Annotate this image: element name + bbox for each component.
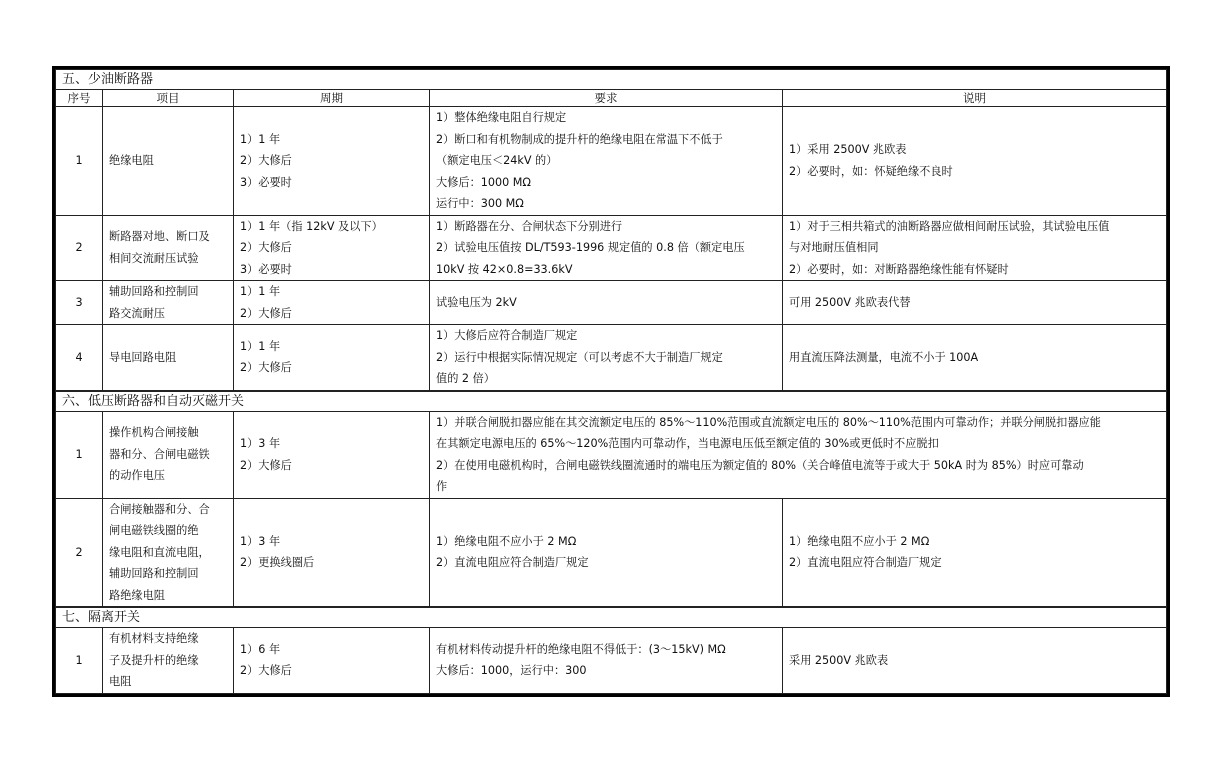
- row-requirement: [430, 325, 783, 391]
- row-requirement: [430, 107, 783, 216]
- row-period: [234, 628, 430, 694]
- cell-line: 2）更换线圈后: [240, 556, 315, 570]
- cell-line: 2）必要时，如：对断路器绝缘性能有怀疑时: [789, 262, 1009, 276]
- row-item: [103, 498, 234, 607]
- cell-line: 断路器对地、断口及: [109, 230, 210, 244]
- cell-line: 可用 2500V 兆欧表代替: [789, 295, 911, 309]
- cell-line: 1）对于三相共箱式的油断路器应做相间耐压试验，其试验电压值: [789, 219, 1110, 233]
- cell-line: 路绝缘电阻: [109, 588, 165, 602]
- section-row: [56, 70, 1167, 90]
- cell-line: 1）并联合闸脱扣器应能在其交流额定电压的 85%～110%范围或直流额定电压的 80%～110%范围内可靠动作；并联分闸脱扣器应能: [436, 415, 1101, 429]
- table-row: [56, 411, 1167, 498]
- cell-line: 的动作电压: [109, 469, 165, 483]
- row-period: [234, 498, 430, 607]
- row-note: [783, 215, 1167, 281]
- cell-line: 辅助回路和控制回: [109, 567, 199, 580]
- row-requirement: [430, 498, 783, 607]
- section-row: [56, 391, 1167, 412]
- spec-table-frame: [52, 66, 1170, 697]
- cell-line: 用直流压降法测量，电流不小于 100A: [789, 350, 979, 364]
- cell-line: 2）大修后: [240, 458, 292, 472]
- cell-line: 2）在使用电磁机构时，合闸电磁铁线圈流通时的端电压为额定值的 80%（关合峰值电流等于或大于 50kA 时为 85%）时应可靠动: [436, 458, 1084, 472]
- cell-line: 缘电阻和直流电阻，: [109, 545, 210, 559]
- row-item: [103, 325, 234, 391]
- cell-line: 1）断路器在分、合闸状态下分别进行: [436, 219, 623, 233]
- row-item: [103, 107, 234, 216]
- cell-line: 2）大修后: [240, 154, 292, 167]
- cell-line: 2）大修后: [240, 664, 292, 678]
- row-note: [783, 628, 1167, 694]
- row-number: 4: [56, 325, 103, 391]
- cell-line: 2）大修后: [240, 361, 292, 375]
- cell-line: 3）必要时: [240, 175, 292, 189]
- row-period: [234, 325, 430, 391]
- cell-line: 路交流耐压: [109, 306, 165, 320]
- row-number: 1: [56, 107, 103, 216]
- row-number: 3: [56, 281, 103, 325]
- cell-line: 导电回路电阻: [109, 350, 177, 364]
- table-row: [56, 281, 1167, 325]
- cell-line: 1）3 年: [240, 437, 281, 450]
- cell-line: （额定电压＜24kV 的）: [436, 154, 558, 167]
- table-header-row: [56, 90, 1167, 107]
- cell-line: 1）整体绝缘电阻自行规定: [436, 111, 567, 124]
- row-period: [234, 107, 430, 216]
- cell-line: 器和分、合闸电磁铁: [109, 447, 210, 461]
- row-item: [103, 411, 234, 498]
- row-requirement: [430, 628, 783, 694]
- cell-line: 2）试验电压值按 DL/T593-1996 规定值的 0.8 倍（额定电压: [436, 241, 745, 254]
- cell-line: 2）运行中根据实际情况规定（可以考虑不大于制造厂规定: [436, 350, 723, 364]
- row-period: [234, 215, 430, 281]
- table-row: [56, 498, 1167, 607]
- cell-line: 大修后：1000，运行中：300: [436, 664, 587, 678]
- cell-line: 大修后：1000 MΩ: [436, 175, 531, 189]
- row-period: [234, 411, 430, 498]
- cell-line: 相间交流耐压试验: [109, 251, 199, 265]
- table-row: [56, 628, 1167, 694]
- section-title: 六、低压断路器和自动灭磁开关: [56, 391, 1167, 412]
- row-requirement: [430, 411, 1167, 498]
- cell-line: 2）必要时，如：怀疑绝缘不良时: [789, 164, 953, 178]
- header-note: 说明: [783, 90, 1167, 107]
- cell-line: 10kV 按 42×0.8=33.6kV: [436, 262, 573, 276]
- section-title: 七、隔离开关: [56, 607, 1167, 628]
- cell-line: 1）1 年: [240, 132, 281, 146]
- cell-line: 运行中：300 MΩ: [436, 197, 524, 210]
- cell-line: 1）1 年: [240, 285, 281, 298]
- cell-line: 子及提升杆的绝缘: [109, 653, 199, 667]
- cell-line: 绝缘电阻: [109, 154, 154, 167]
- cell-line: 2）断口和有机物制成的提升杆的绝缘电阻在常温下不低于: [436, 132, 723, 146]
- cell-line: 辅助回路和控制回: [109, 285, 199, 298]
- cell-line: 在其额定电源电压的 65%～120%范围内可靠动作，当电源电压低至额定值的 30%或更低时不应脱扣: [436, 437, 939, 450]
- cell-line: 2）直流电阻应符合制造厂规定: [436, 556, 589, 570]
- cell-line: 1）1 年（指 12kV 及以下）: [240, 219, 383, 233]
- row-number: 1: [56, 411, 103, 498]
- row-item: [103, 215, 234, 281]
- header-seq: 序号: [56, 90, 103, 107]
- row-number: 2: [56, 215, 103, 281]
- cell-line: 2）直流电阻应符合制造厂规定: [789, 556, 942, 570]
- cell-line: 与对地耐压值相同: [789, 241, 879, 254]
- cell-line: 1）大修后应符合制造厂规定: [436, 329, 578, 342]
- cell-line: 1）1 年: [240, 339, 281, 353]
- row-period: [234, 281, 430, 325]
- table-row: [56, 325, 1167, 391]
- cell-line: 2）大修后: [240, 306, 292, 320]
- row-requirement: [430, 281, 783, 325]
- row-item: [103, 281, 234, 325]
- table-row: [56, 107, 1167, 216]
- row-requirement: [430, 215, 783, 281]
- cell-line: 作: [436, 480, 448, 493]
- cell-line: 闸电磁铁线圈的绝: [109, 524, 199, 537]
- cell-line: 试验电压为 2kV: [436, 295, 517, 309]
- row-note: [783, 498, 1167, 607]
- cell-line: 1）绝缘电阻不应小于 2 MΩ: [436, 534, 577, 548]
- row-note: [783, 281, 1167, 325]
- cell-line: 1）3 年: [240, 534, 281, 548]
- cell-line: 2）大修后: [240, 241, 292, 254]
- row-note: [783, 325, 1167, 391]
- row-item: [103, 628, 234, 694]
- cell-line: 3）必要时: [240, 262, 292, 276]
- row-number: 1: [56, 628, 103, 694]
- spec-table: [55, 69, 1167, 694]
- cell-line: 有机材料传动提升杆的绝缘电阻不得低于：(3～15kV) MΩ: [436, 642, 726, 656]
- row-note: [783, 107, 1167, 216]
- section-row: [56, 607, 1167, 628]
- header-requirement: 要求: [430, 90, 783, 107]
- cell-line: 合闸接触器和分、合: [109, 502, 210, 516]
- cell-line: 有机材料支持绝缘: [109, 632, 199, 645]
- cell-line: 电阻: [109, 675, 132, 688]
- header-item: 项目: [103, 90, 234, 107]
- cell-line: 操作机构合闸接触: [109, 426, 199, 440]
- header-period: 周期: [234, 90, 430, 107]
- cell-line: 采用 2500V 兆欧表: [789, 653, 889, 667]
- table-row: [56, 215, 1167, 281]
- section-title: 五、少油断路器: [56, 70, 1167, 90]
- cell-line: 值的 2 倍）: [436, 372, 495, 385]
- cell-line: 1）6 年: [240, 642, 281, 656]
- row-number: 2: [56, 498, 103, 607]
- cell-line: 1）绝缘电阻不应小于 2 MΩ: [789, 534, 930, 548]
- cell-line: 1）采用 2500V 兆欧表: [789, 143, 907, 157]
